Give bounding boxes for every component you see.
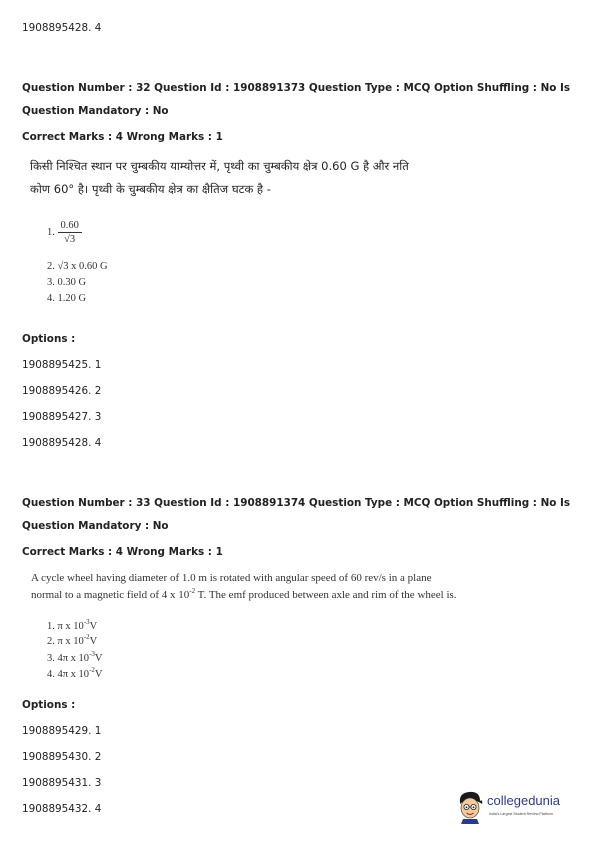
q33-choice-3 <box>47 650 103 664</box>
q33-header: Question Number : 33 Question Id : 1908891374 Question Type : MCQ Option Shuffling : No Is <box>22 497 571 509</box>
q33-choice-2-number: 2. <box>47 636 55 647</box>
q33-choice-2-base: π x 10 <box>57 636 84 647</box>
q32-options-label: Options : <box>22 333 76 345</box>
q32-choice-1-numerator: 0.60 <box>58 220 82 233</box>
q33-choice-4-base: 4π x 10 <box>57 669 90 680</box>
q33-option-3: 1908895431. 3 <box>22 777 102 789</box>
q33-choice-3-number: 3. <box>47 653 55 664</box>
q33-choice-3-exponent: -3 <box>89 650 95 658</box>
q32-marks: Correct Marks : 4 Wrong Marks : 1 <box>22 131 223 143</box>
q33-choice-3-unit: V <box>94 653 103 664</box>
q33-choice-1-number: 1. <box>47 621 55 632</box>
q33-choice-4-exponent: -2 <box>89 666 95 674</box>
q33-question-exponent: -2 <box>189 587 196 595</box>
q32-choice-1-fraction <box>58 220 82 245</box>
q33-options-label: Options : <box>22 699 76 711</box>
q33-choice-1-unit: V <box>89 621 98 632</box>
q33-option-4: 1908895432. 4 <box>22 803 102 815</box>
q32-choice-2: 2. √3 x 0.60 G <box>47 261 108 272</box>
q33-choice-2-exponent: -2 <box>83 633 90 641</box>
q32-choice-1 <box>47 220 82 245</box>
q33-choice-1 <box>47 618 98 632</box>
q33-choice-3-base: 4π x 10 <box>57 653 90 664</box>
q32-option-2: 1908895426. 2 <box>22 385 102 397</box>
q32-header: Question Number : 32 Question Id : 1908891373 Question Type : MCQ Option Shuffling : No Is <box>22 82 571 94</box>
q33-question-line-1: A cycle wheel having diameter of 1.0 m is rotated with angular speed of 60 rev/s in a plane <box>31 572 432 584</box>
q33-choice-2-unit: V <box>89 636 98 647</box>
q32-choice-3: 3. 0.30 G <box>47 277 87 288</box>
logo-wordmark: collegedunia <box>487 793 561 808</box>
q32-question-line-2: कोण 60° है। पृथ्वी के चुम्बकीय क्षेत्र का क्षैतिज घटक है - <box>30 182 271 196</box>
q33-choice-1-exponent: -3 <box>83 618 90 626</box>
q32-choice-1-denominator: √3 <box>64 234 76 245</box>
q33-marks: Correct Marks : 4 Wrong Marks : 1 <box>22 546 223 558</box>
q32-option-4: 1908895428. 4 <box>22 437 102 449</box>
q32-choice-1-number: 1. <box>47 226 55 238</box>
q32-option-3: 1908895427. 3 <box>22 411 102 423</box>
logo-tagline: India's Largest Student Review Platform <box>489 812 553 816</box>
q33-mandatory: Question Mandatory : No <box>22 520 169 532</box>
q32-option-1: 1908895425. 1 <box>22 359 102 371</box>
q33-option-2: 1908895430. 2 <box>22 751 102 763</box>
q33-choice-1-base: π x 10 <box>57 621 84 632</box>
q33-question-line-2 <box>31 587 457 604</box>
q33-choice-4-unit: V <box>94 669 103 680</box>
previous-option-line: 1908895428. 4 <box>22 22 102 34</box>
q33-choice-2 <box>47 633 98 647</box>
q33-question-line-2-part-2: T. The emf produced between axle and rim of the wheel is. <box>195 589 457 601</box>
mascot-logo-icon <box>455 790 485 824</box>
q33-option-1: 1908895429. 1 <box>22 725 102 737</box>
q32-question-line-1: किसी निश्चित स्थान पर चुम्बकीय याम्योत्तर में, पृथ्वी का चुम्बकीय क्षेत्र 0.60 G है और नति <box>30 159 409 173</box>
q32-choice-4: 4. 1.20 G <box>47 293 87 304</box>
q33-choice-4-number: 4. <box>47 669 55 680</box>
q32-mandatory: Question Mandatory : No <box>22 105 169 117</box>
q33-question-line-2-part-1: normal to a magnetic field of 4 x 10 <box>31 589 190 601</box>
q33-choice-4 <box>47 666 103 680</box>
